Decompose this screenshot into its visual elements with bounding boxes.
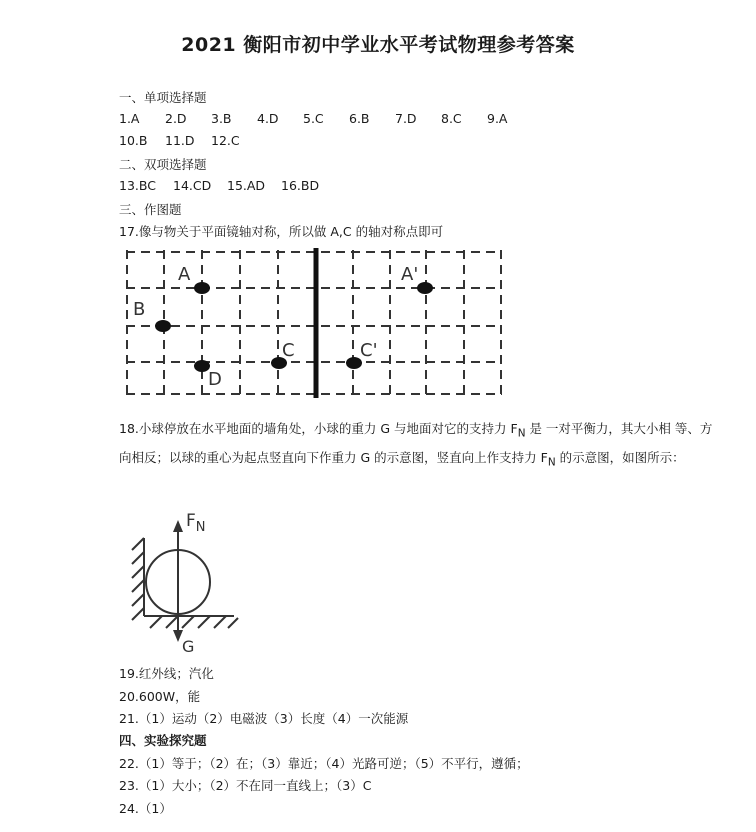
answer-9: 9.A — [487, 111, 508, 126]
question-18-text: 18.小球停放在水平地面的墙角处，小球的重力 G 与地面对它的支持力 $F_N$ 是 一对平衡力，其大小相 等、方向相反；以球的重心为起点竖直向下作重力 G 的示意图，竖直向上作支持力 $F_N$ 的示意图，如图所示： — [119, 421, 713, 468]
section-heading-drawing: 三、作图题 — [119, 202, 182, 217]
point-b — [155, 320, 171, 332]
question-20: 20.600W，能 — [119, 689, 201, 704]
answer-row-3 — [119, 178, 335, 193]
label-b: B — [133, 299, 146, 320]
label-a: A — [178, 264, 191, 285]
answer-row-1 — [119, 111, 533, 126]
force-diagram — [124, 506, 249, 656]
label-c: C — [282, 340, 295, 361]
label-fn: $F_N$ — [186, 511, 206, 535]
question-19: 19.红外线；汽化 — [119, 666, 214, 681]
answer-12: 12.C — [211, 133, 240, 148]
question-23: 23.（1）大小；（2）不在同一直线上；（3）C — [119, 778, 372, 793]
point-a-image — [417, 282, 433, 294]
question-17: 17.像与物关于平面镜轴对称，所以做 A,C 的轴对称点即可 — [119, 224, 444, 239]
section-heading-single-choice: 一、单项选择题 — [119, 90, 207, 105]
mirror-grid-diagram — [120, 244, 510, 400]
section-heading-double-choice: 二、双项选择题 — [119, 157, 207, 172]
question-22: 22.（1）等于；（2）在；（3）靠近；（4）光路可逆；（5）不平行，遵循； — [119, 756, 529, 771]
answer-6: 6.B — [349, 111, 370, 126]
question-24: 24.（1） — [119, 801, 172, 816]
label-a-image: A' — [401, 264, 419, 285]
answer-row-2 — [119, 133, 257, 148]
answer-16: 16.BD — [281, 178, 320, 193]
label-c-image: C' — [360, 340, 378, 361]
answer-2: 2.D — [165, 111, 187, 126]
answer-8: 8.C — [441, 111, 462, 126]
point-a — [194, 282, 210, 294]
answer-3: 3.B — [211, 111, 232, 126]
question-18 — [119, 417, 719, 474]
answer-13: 13.BC — [119, 178, 156, 193]
label-d: D — [208, 369, 222, 390]
answer-5: 5.C — [303, 111, 324, 126]
answer-10: 10.B — [119, 133, 148, 148]
answer-11: 11.D — [165, 133, 195, 148]
answer-1: 1.A — [119, 111, 140, 126]
section-heading-experiment: 四、实验探究题 — [119, 733, 207, 748]
page-title: 2021 衡阳市初中学业水平考试物理参考答案 — [181, 34, 575, 56]
answer-15: 15.AD — [227, 178, 266, 193]
answer-14: 14.CD — [173, 178, 212, 193]
question-21: 21.（1）运动（2）电磁波（3）长度（4）一次能源 — [119, 711, 409, 726]
answer-4: 4.D — [257, 111, 279, 126]
label-g: G — [182, 637, 195, 656]
answer-7: 7.D — [395, 111, 417, 126]
